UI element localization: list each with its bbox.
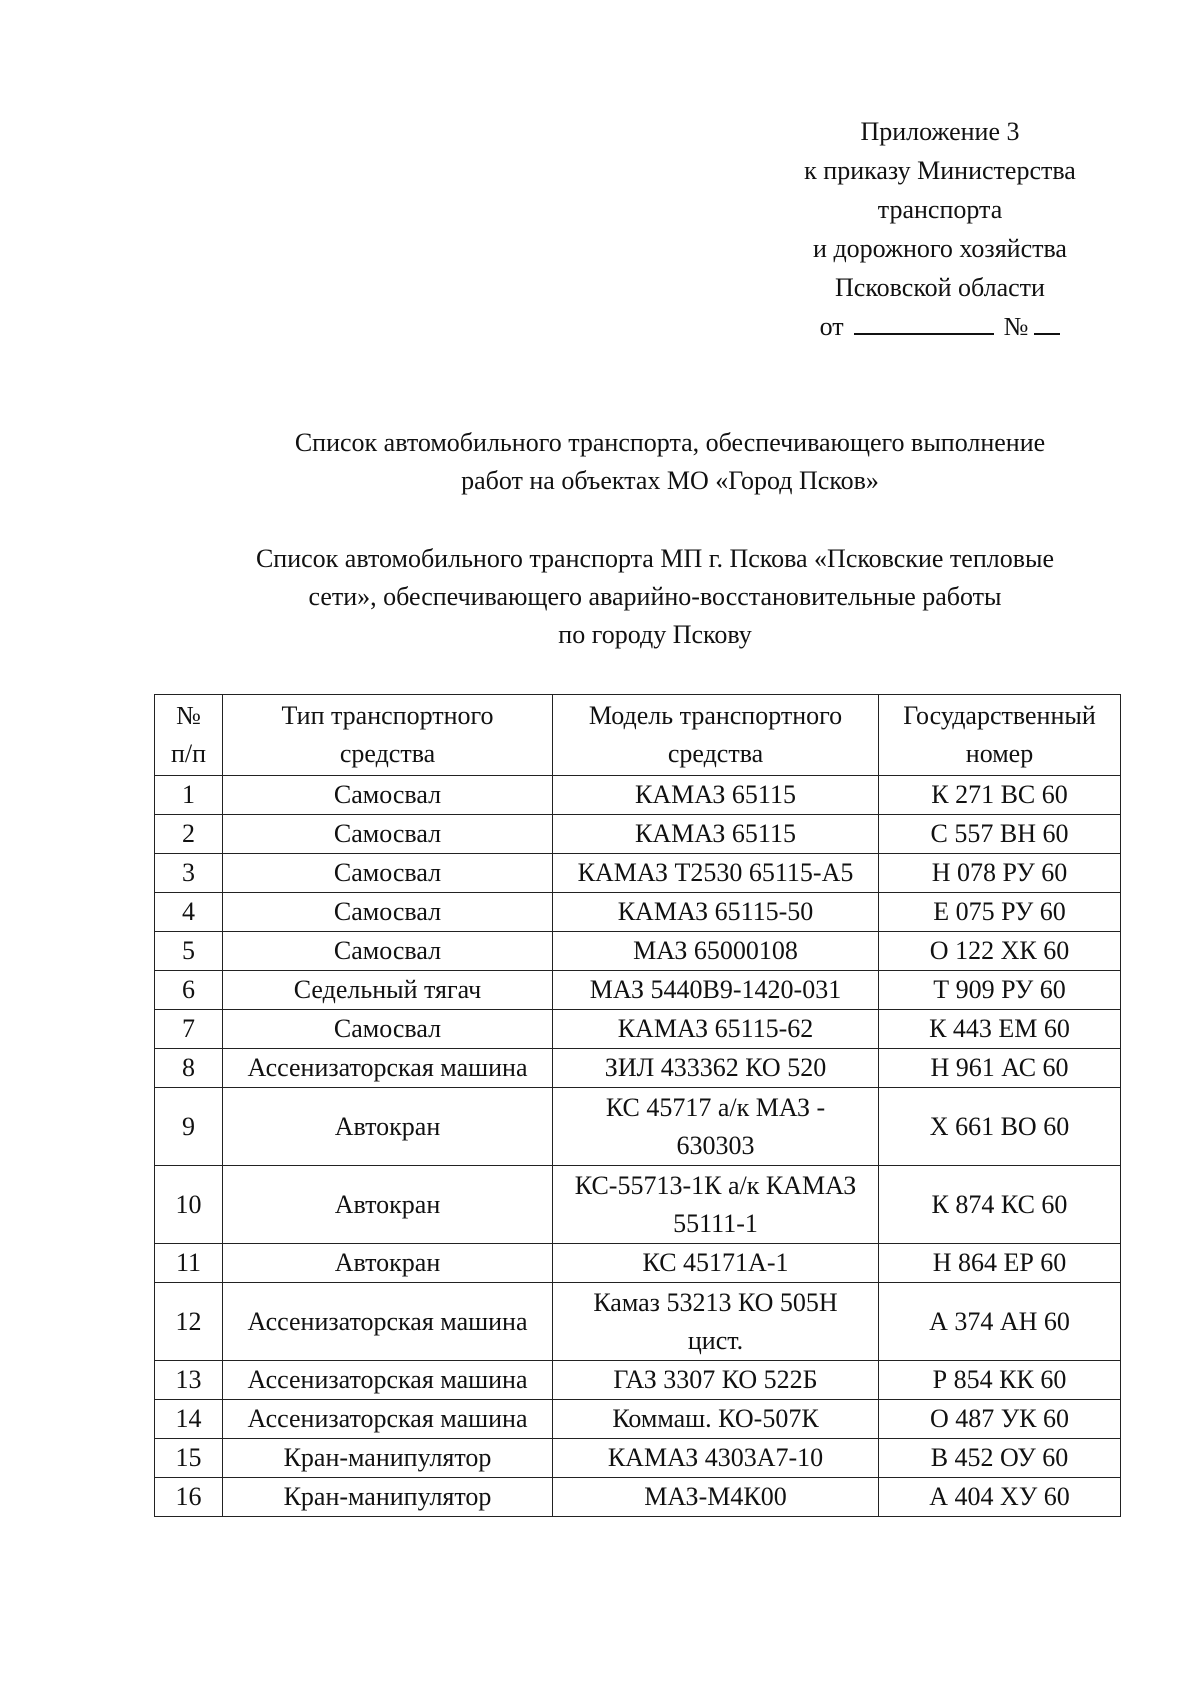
cell-type: Ассенизаторская машина (223, 1283, 553, 1361)
model-line: МАЗ-М4К00 (644, 1482, 787, 1511)
header-model: Модель транспортного средства (553, 695, 879, 776)
cell-model (553, 893, 879, 932)
cell-type: Ассенизаторская машина (223, 1400, 553, 1439)
cell-model (553, 815, 879, 854)
table-row (155, 1439, 1121, 1478)
cell-plate: Е 075 РУ 60 (879, 893, 1121, 932)
cell-plate: Х 661 ВО 60 (879, 1088, 1121, 1166)
table-row (155, 1283, 1121, 1361)
model-line: КАМАЗ Т2530 65115-А5 (577, 858, 854, 887)
cell-model (553, 1439, 879, 1478)
cell-model (553, 1166, 879, 1244)
cell-plate: Р 854 КК 60 (879, 1361, 1121, 1400)
cell-type: Автокран (223, 1244, 553, 1283)
date-prefix: от (819, 312, 844, 341)
cell-type: Автокран (223, 1088, 553, 1166)
header-number: № п/п (155, 695, 223, 776)
cell-type: Ассенизаторская машина (223, 1049, 553, 1088)
cell-number: 10 (155, 1166, 223, 1244)
cell-type: Самосвал (223, 815, 553, 854)
date-blank (854, 309, 994, 335)
cell-number: 5 (155, 932, 223, 971)
annex-date-line (760, 307, 1120, 346)
number-blank (1034, 309, 1060, 335)
cell-number: 8 (155, 1049, 223, 1088)
table-row (155, 815, 1121, 854)
model-line: Камаз 53213 КО 505Н (593, 1287, 838, 1317)
document-title (150, 424, 1190, 500)
cell-type: Самосвал (223, 932, 553, 971)
model-line: МАЗ 65000108 (633, 936, 798, 965)
annex-header (760, 112, 1120, 346)
number-sign: № (1003, 312, 1029, 341)
cell-type: Кран-манипулятор (223, 1478, 553, 1517)
cell-plate: Н 864 ЕР 60 (879, 1244, 1121, 1283)
model-line: КАМАЗ 65115-50 (617, 897, 814, 926)
cell-plate: К 874 КС 60 (879, 1166, 1121, 1244)
cell-model (553, 971, 879, 1010)
model-line: 630303 (676, 1130, 755, 1160)
cell-model (553, 1283, 879, 1361)
header-plate: Государственный номер (879, 695, 1121, 776)
table-row (155, 1166, 1121, 1244)
cell-plate: А 374 АН 60 (879, 1283, 1121, 1361)
annex-line: транспорта (877, 195, 1003, 224)
cell-plate: К 443 ЕМ 60 (879, 1010, 1121, 1049)
table-row (155, 893, 1121, 932)
subtitle-line: по городу Пскову (558, 620, 752, 649)
cell-number: 12 (155, 1283, 223, 1361)
cell-number: 15 (155, 1439, 223, 1478)
cell-number: 2 (155, 815, 223, 854)
model-line: 55111-1 (673, 1208, 758, 1238)
model-line: ГАЗ 3307 КО 522Б (613, 1365, 818, 1394)
cell-plate: Н 961 АС 60 (879, 1049, 1121, 1088)
annex-line: и дорожного хозяйства (813, 234, 1067, 263)
cell-model (553, 1049, 879, 1088)
model-line: МАЗ 5440В9-1420-031 (589, 975, 842, 1004)
table-row (155, 932, 1121, 971)
annex-line: Псковской области (835, 273, 1045, 302)
cell-number: 14 (155, 1400, 223, 1439)
cell-number: 11 (155, 1244, 223, 1283)
cell-model (553, 1010, 879, 1049)
cell-plate: К 271 ВС 60 (879, 776, 1121, 815)
cell-number: 7 (155, 1010, 223, 1049)
model-line: КС 45717 а/к МАЗ - (605, 1092, 826, 1122)
cell-model (553, 1361, 879, 1400)
table-row (155, 776, 1121, 815)
model-line: КАМАЗ 65115-62 (617, 1014, 814, 1043)
cell-model (553, 1400, 879, 1439)
cell-model (553, 1244, 879, 1283)
model-line: КАМАЗ 4303А7-10 (607, 1443, 824, 1472)
cell-plate: В 452 ОУ 60 (879, 1439, 1121, 1478)
model-line: КС-55713-1К а/к КАМАЗ (574, 1170, 857, 1200)
cell-number: 3 (155, 854, 223, 893)
title-line: работ на объектах МО «Город Псков» (461, 466, 879, 495)
cell-plate: О 487 УК 60 (879, 1400, 1121, 1439)
model-line: Коммаш. КО-507К (612, 1404, 819, 1433)
table-row (155, 1244, 1121, 1283)
table-header-row (155, 695, 1121, 776)
document-subtitle (150, 540, 1160, 654)
table-row (155, 1400, 1121, 1439)
table-row (155, 971, 1121, 1010)
cell-plate: Н 078 РУ 60 (879, 854, 1121, 893)
model-line: цист. (687, 1325, 744, 1355)
model-line: КАМАЗ 65115 (635, 819, 796, 848)
model-line: ЗИЛ 433362 КО 520 (604, 1053, 827, 1082)
cell-type: Седельный тягач (223, 971, 553, 1010)
cell-number: 9 (155, 1088, 223, 1166)
cell-number: 16 (155, 1478, 223, 1517)
cell-number: 1 (155, 776, 223, 815)
cell-type: Самосвал (223, 776, 553, 815)
table-row (155, 1049, 1121, 1088)
cell-plate: О 122 ХК 60 (879, 932, 1121, 971)
cell-number: 6 (155, 971, 223, 1010)
cell-plate: С 557 ВН 60 (879, 815, 1121, 854)
cell-type: Ассенизаторская машина (223, 1361, 553, 1400)
annex-line: к приказу Министерства (804, 156, 1076, 185)
cell-model (553, 776, 879, 815)
cell-model (553, 1088, 879, 1166)
cell-model (553, 932, 879, 971)
cell-plate: А 404 ХУ 60 (879, 1478, 1121, 1517)
table-row (155, 1010, 1121, 1049)
header-type: Тип транспортного средства (223, 695, 553, 776)
cell-model (553, 854, 879, 893)
cell-type: Самосвал (223, 854, 553, 893)
cell-number: 13 (155, 1361, 223, 1400)
title-line: Список автомобильного транспорта, обеспечивающего выполнение (294, 428, 1046, 457)
cell-model (553, 1478, 879, 1517)
model-line: КС 45171А-1 (642, 1248, 789, 1277)
cell-plate: Т 909 РУ 60 (879, 971, 1121, 1010)
table-row (155, 1088, 1121, 1166)
subtitle-line: Список автомобильного транспорта МП г. Пскова «Псковские тепловые (255, 544, 1055, 573)
annex-line: Приложение 3 (860, 117, 1020, 146)
model-line: КАМАЗ 65115 (635, 780, 796, 809)
cell-type: Самосвал (223, 893, 553, 932)
subtitle-line: сети», обеспечивающего аварийно-восстановительные работы (308, 582, 1002, 611)
cell-type: Самосвал (223, 1010, 553, 1049)
cell-type: Автокран (223, 1166, 553, 1244)
table-row (155, 1478, 1121, 1517)
vehicle-table (154, 694, 1121, 1517)
table-row (155, 1361, 1121, 1400)
table-row (155, 854, 1121, 893)
cell-number: 4 (155, 893, 223, 932)
cell-type: Кран-манипулятор (223, 1439, 553, 1478)
